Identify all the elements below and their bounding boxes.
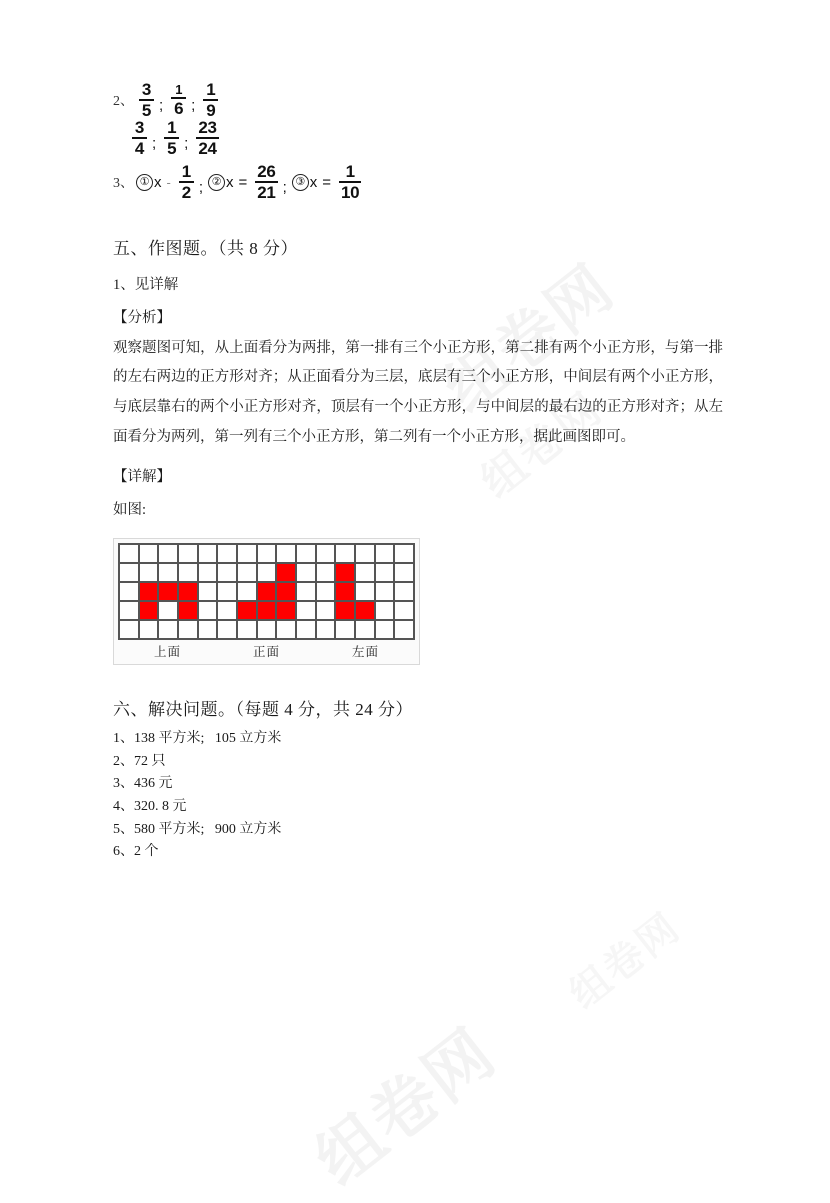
figure-label-left: 左面 <box>351 645 379 660</box>
section-5-item-1: 1、见详解 <box>113 277 179 293</box>
fraction <box>139 81 154 120</box>
variable: x <box>309 173 318 191</box>
section-5-title: 五、作图题。（共 8 分） <box>113 239 298 258</box>
grid-cell-empty <box>218 621 238 640</box>
analysis-paragraph: 观察题图可知，从上面看分为两排，第一排有三个小正方形，第二排有两个小正方形，与第一排的左右两边的正方形对齐；从正面看分为三层，底层有三个小正方形，中间层有两个小正方形，与底层靠右的两个小正方形对齐，顶层有一个小正方形，与中间层的最右边的正方形对齐；从左面看分为两列，第一列有三个小正方形，第二列有一个小正方形，据此画图即可。 <box>113 339 723 445</box>
grid-cell-empty <box>258 545 278 564</box>
grid-cell-empty <box>395 602 415 621</box>
fraction-numerator: 26 <box>257 161 276 181</box>
grid-cell-filled <box>277 583 297 602</box>
fraction <box>255 163 277 202</box>
grid-cell-empty <box>336 621 356 640</box>
grid-cell-empty <box>376 621 396 640</box>
grid-cell-empty <box>179 564 199 583</box>
fraction-denominator: 10 <box>341 183 360 202</box>
fraction <box>196 119 218 158</box>
grid-cell-empty <box>356 583 376 602</box>
grid-cell-empty <box>356 564 376 583</box>
grid-cell-empty <box>395 564 415 583</box>
separator: ; <box>159 96 164 114</box>
fraction-numerator: 1 <box>345 161 355 181</box>
grid-cell-filled <box>277 602 297 621</box>
grid-cell-filled <box>140 602 160 621</box>
operator: = <box>322 173 332 191</box>
fraction-numerator: 3 <box>134 117 145 137</box>
grid-cell-empty <box>218 602 238 621</box>
figure-label-top: 上面 <box>153 645 181 660</box>
answer-row: 2、72 只 <box>113 753 166 769</box>
detail-heading: 【详解】 <box>113 468 171 485</box>
grid-cell-filled <box>258 602 278 621</box>
grid-cell-empty <box>159 564 179 583</box>
grid-cell-empty <box>159 621 179 640</box>
fraction <box>179 163 194 202</box>
figure-intro-label: 如图: <box>113 502 147 519</box>
fraction-denominator: 9 <box>206 101 216 120</box>
grid-cell-empty <box>199 545 219 564</box>
grid-cell-empty <box>297 621 317 640</box>
fraction-denominator: 24 <box>198 139 217 158</box>
grid-cell-empty <box>376 564 396 583</box>
answer-row: 6、2 个 <box>113 844 159 860</box>
grid-cell-empty <box>120 545 140 564</box>
grid-cell-empty <box>277 621 297 640</box>
grid-cell-empty <box>395 545 415 564</box>
watermark-text <box>292 1002 511 1202</box>
grid-cell-empty <box>140 545 160 564</box>
watermark-text <box>556 897 690 1019</box>
grid-cell-empty <box>317 583 337 602</box>
circled-number-1: ① <box>136 174 153 191</box>
grid-cell-empty <box>199 564 219 583</box>
grid-cell-empty <box>317 621 337 640</box>
grid-cell-empty <box>199 621 219 640</box>
grid-cell-empty <box>258 621 278 640</box>
grid-cell-empty <box>120 583 140 602</box>
grid-cell-empty <box>159 545 179 564</box>
grid-cell-filled <box>258 583 278 602</box>
grid-cell-empty <box>120 621 140 640</box>
circled-number-3: ③ <box>292 174 309 191</box>
separator: ; <box>198 178 204 196</box>
grid-cell-empty <box>179 621 199 640</box>
grid-cell-filled <box>277 564 297 583</box>
grid-cell-empty <box>336 545 356 564</box>
math-answer-line-2b <box>113 116 723 160</box>
grid-cell-filled <box>336 602 356 621</box>
section-6-title: 六、解决问题。（每题 4 分，共 24 分） <box>113 700 413 720</box>
grid-cell-empty <box>140 564 160 583</box>
answer-row: 5、580 平方米; 900 立方米 <box>113 821 282 837</box>
grid-cell-empty <box>120 564 140 583</box>
variable: x <box>226 173 234 191</box>
grid-cell-empty <box>297 583 317 602</box>
answer-row: 3、436 元 <box>113 776 173 792</box>
figure-grid <box>118 543 415 640</box>
fraction-denominator: 6 <box>174 98 184 118</box>
grid-cell-filled <box>356 602 376 621</box>
grid-cell-empty <box>238 583 258 602</box>
grid-cell-empty <box>317 564 337 583</box>
fraction-denominator: 5 <box>167 139 177 158</box>
grid-cell-empty <box>159 602 179 621</box>
grid-cell-empty <box>218 564 238 583</box>
grid-cell-filled <box>179 602 199 621</box>
grid-cell-filled <box>336 583 356 602</box>
fraction <box>171 83 186 118</box>
operator: = <box>238 173 248 191</box>
circled-number-2: ② <box>208 174 225 191</box>
grid-cell-empty <box>140 621 160 640</box>
grid-cell-empty <box>179 545 199 564</box>
grid-cell-empty <box>376 545 396 564</box>
fraction-numerator: 23 <box>198 117 217 137</box>
fraction-numerator: 1 <box>175 81 183 97</box>
grid-cell-empty <box>395 621 415 640</box>
grid-cell-filled <box>238 602 258 621</box>
three-view-figure <box>113 538 420 665</box>
answer-row: 4、320. 8 元 <box>113 799 187 815</box>
grid-cell-empty <box>376 602 396 621</box>
grid-cell-empty <box>120 602 140 621</box>
fraction-numerator: 1 <box>181 161 191 181</box>
figure-labels <box>118 642 415 662</box>
grid-cell-empty <box>356 545 376 564</box>
analysis-heading: 【分析】 <box>113 310 171 326</box>
grid-cell-empty <box>376 583 396 602</box>
grid-cell-filled <box>159 583 179 602</box>
grid-cell-empty <box>395 583 415 602</box>
grid-cell-empty <box>317 545 337 564</box>
answer-row: 1、138 平方米; 105 立方米 <box>113 731 282 747</box>
item-number: 3、 <box>113 176 134 191</box>
grid-cell-empty <box>297 545 317 564</box>
fraction <box>203 81 218 120</box>
item-number: 2、 <box>113 94 134 109</box>
fraction <box>339 163 361 202</box>
operator: - <box>166 174 171 190</box>
fraction <box>132 119 147 158</box>
grid-cell-empty <box>297 564 317 583</box>
fraction-numerator: 3 <box>141 79 152 99</box>
separator: ; <box>191 96 196 114</box>
math-answer-line-3 <box>113 160 723 204</box>
separator: ; <box>152 134 157 152</box>
variable: x <box>154 173 162 191</box>
grid-cell-empty <box>238 621 258 640</box>
fraction-denominator: 2 <box>181 183 191 202</box>
document-content <box>113 78 723 864</box>
fraction <box>164 119 179 158</box>
grid-cell-empty <box>297 602 317 621</box>
fraction-denominator: 5 <box>141 101 152 120</box>
separator: ; <box>282 178 287 196</box>
grid-cell-empty <box>277 545 297 564</box>
fraction-numerator: 1 <box>206 79 216 99</box>
grid-cell-filled <box>336 564 356 583</box>
grid-cell-empty <box>199 583 219 602</box>
grid-cell-filled <box>140 583 160 602</box>
grid-cell-empty <box>356 621 376 640</box>
grid-cell-empty <box>238 545 258 564</box>
grid-cell-empty <box>238 564 258 583</box>
section-6-answers <box>113 728 723 864</box>
grid-cell-empty <box>218 583 238 602</box>
grid-cell-empty <box>218 545 238 564</box>
figure-label-front: 正面 <box>252 645 280 660</box>
fraction-denominator: 4 <box>134 139 145 158</box>
fraction-denominator: 21 <box>257 183 276 202</box>
grid-cell-empty <box>317 602 337 621</box>
separator: ; <box>184 134 189 152</box>
fraction-numerator: 1 <box>167 117 177 137</box>
grid-cell-empty <box>199 602 219 621</box>
grid-cell-filled <box>179 583 199 602</box>
grid-cell-empty <box>258 564 278 583</box>
